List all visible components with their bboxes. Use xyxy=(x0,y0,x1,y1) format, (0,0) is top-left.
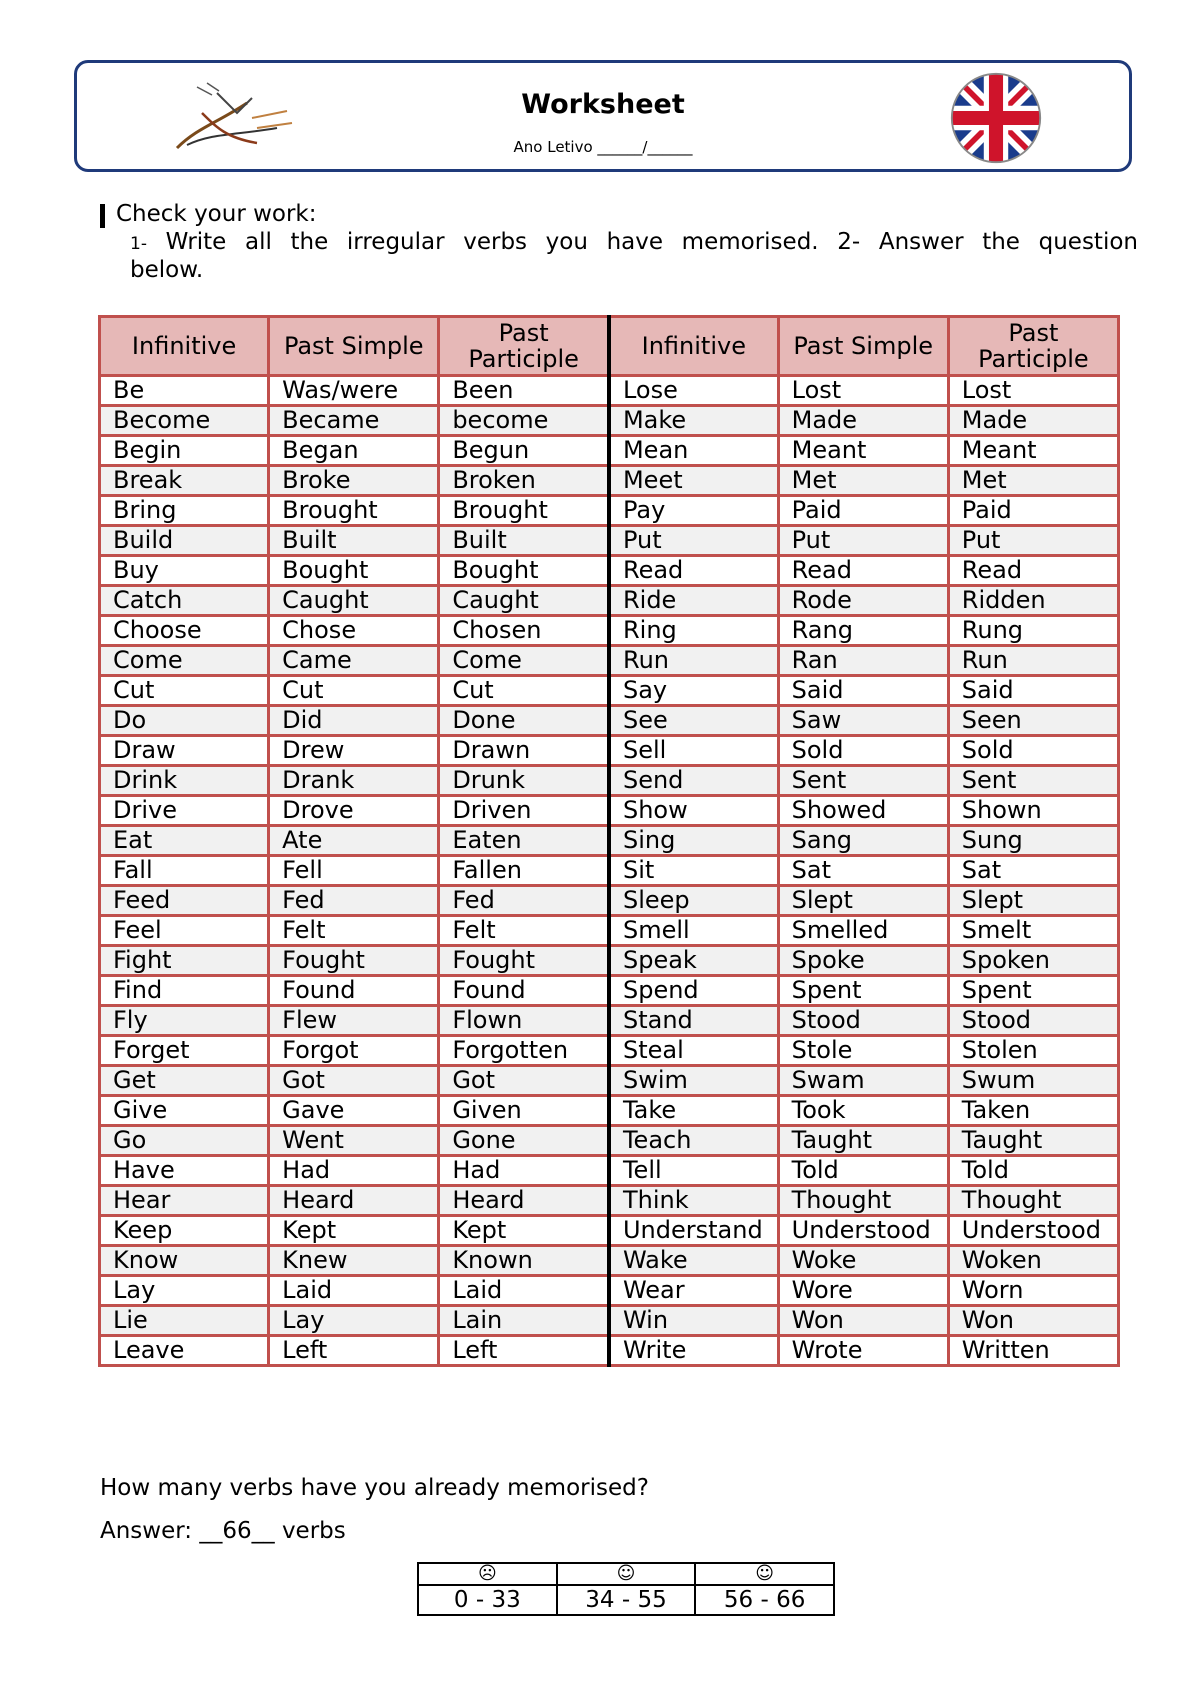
cell-past-participle: Sung xyxy=(948,826,1118,856)
cell-infinitive: Sit xyxy=(609,856,778,886)
cell-infinitive: Write xyxy=(609,1336,778,1366)
cell-past-simple: Wrote xyxy=(778,1336,948,1366)
cell-infinitive: Run xyxy=(609,646,778,676)
score-scale-table xyxy=(417,1562,835,1616)
cell-past-participle: Caught xyxy=(439,586,609,616)
cell-past-simple: Gave xyxy=(269,1096,439,1126)
cell-infinitive: Stand xyxy=(609,1006,778,1036)
cell-past-participle: Lain xyxy=(439,1306,609,1336)
question-text: How many verbs have you already memorised? xyxy=(100,1475,649,1501)
cell-infinitive: Give xyxy=(100,1096,269,1126)
cell-past-simple: Built xyxy=(269,526,439,556)
answer-text: Answer: __66__ verbs xyxy=(100,1518,346,1544)
cell-past-participle: Met xyxy=(948,466,1118,496)
cell-past-simple: Stole xyxy=(778,1036,948,1066)
cell-past-participle: Laid xyxy=(439,1276,609,1306)
cell-infinitive: Begin xyxy=(100,436,269,466)
cell-past-simple: Made xyxy=(778,406,948,436)
table-row xyxy=(100,1306,1119,1336)
cell-past-participle: Fallen xyxy=(439,856,609,886)
cell-infinitive: Become xyxy=(100,406,269,436)
cell-infinitive: Swim xyxy=(609,1066,778,1096)
cell-infinitive: Do xyxy=(100,706,269,736)
score-faces-row xyxy=(418,1563,834,1585)
sad-face-icon: ☹ xyxy=(418,1563,557,1585)
cell-infinitive: Break xyxy=(100,466,269,496)
cell-past-simple: Got xyxy=(269,1066,439,1096)
cell-infinitive: Hear xyxy=(100,1186,269,1216)
table-row xyxy=(100,1036,1119,1066)
table-row xyxy=(100,496,1119,526)
table-row xyxy=(100,526,1119,556)
cell-infinitive: Find xyxy=(100,976,269,1006)
cell-past-simple: Caught xyxy=(269,586,439,616)
cell-past-simple: Won xyxy=(778,1306,948,1336)
table-row xyxy=(100,976,1119,1006)
cell-past-simple: Fought xyxy=(269,946,439,976)
cell-past-simple: Showed xyxy=(778,796,948,826)
cell-infinitive: Buy xyxy=(100,556,269,586)
item-2-text: 2- Answer the question xyxy=(837,229,1138,255)
table-row xyxy=(100,466,1119,496)
table-row xyxy=(100,886,1119,916)
cell-infinitive: Mean xyxy=(609,436,778,466)
cell-past-participle: Gone xyxy=(439,1126,609,1156)
cell-past-simple: Found xyxy=(269,976,439,1006)
table-row xyxy=(100,1066,1119,1096)
cell-infinitive: Make xyxy=(609,406,778,436)
table-row xyxy=(100,556,1119,586)
table-row xyxy=(100,1246,1119,1276)
cell-past-simple: Bought xyxy=(269,556,439,586)
cell-infinitive: Build xyxy=(100,526,269,556)
cell-past-simple: Rode xyxy=(778,586,948,616)
cell-past-participle: Written xyxy=(948,1336,1118,1366)
cell-infinitive: Lie xyxy=(100,1306,269,1336)
cell-past-simple: Laid xyxy=(269,1276,439,1306)
table-row xyxy=(100,1156,1119,1186)
cell-past-simple: Ate xyxy=(269,826,439,856)
cell-past-participle: Eaten xyxy=(439,826,609,856)
cell-past-participle: Bought xyxy=(439,556,609,586)
cell-infinitive: Choose xyxy=(100,616,269,646)
cell-past-participle: Known xyxy=(439,1246,609,1276)
table-row xyxy=(100,916,1119,946)
cell-past-simple: Cut xyxy=(269,676,439,706)
cell-infinitive: Take xyxy=(609,1096,778,1126)
cell-infinitive: Speak xyxy=(609,946,778,976)
cell-past-simple: Kept xyxy=(269,1216,439,1246)
cell-past-participle: Told xyxy=(948,1156,1118,1186)
cell-past-participle: Stolen xyxy=(948,1036,1118,1066)
cell-past-participle: Heard xyxy=(439,1186,609,1216)
cell-past-participle: Brought xyxy=(439,496,609,526)
cell-past-simple: Forgot xyxy=(269,1036,439,1066)
cell-past-participle: Woken xyxy=(948,1246,1118,1276)
table-row xyxy=(100,616,1119,646)
cell-infinitive: Fly xyxy=(100,1006,269,1036)
cell-past-participle: Won xyxy=(948,1306,1118,1336)
cell-past-participle: Felt xyxy=(439,916,609,946)
cell-infinitive: Send xyxy=(609,766,778,796)
cell-infinitive: Pay xyxy=(609,496,778,526)
cell-past-simple: Spoke xyxy=(778,946,948,976)
irregular-verbs-table xyxy=(98,315,1120,1367)
cell-infinitive: Bring xyxy=(100,496,269,526)
cell-past-simple: Fed xyxy=(269,886,439,916)
cell-infinitive: Be xyxy=(100,376,269,406)
cell-infinitive: Say xyxy=(609,676,778,706)
cell-past-simple: Put xyxy=(778,526,948,556)
cell-past-simple: Was/were xyxy=(269,376,439,406)
table-row xyxy=(100,706,1119,736)
cell-past-simple: Taught xyxy=(778,1126,948,1156)
neutral-face-icon: ☺ xyxy=(557,1563,696,1585)
cell-past-simple: Sat xyxy=(778,856,948,886)
cell-infinitive: Keep xyxy=(100,1216,269,1246)
cell-past-participle: Paid xyxy=(948,496,1118,526)
cell-past-simple: Said xyxy=(778,676,948,706)
cell-past-simple: Became xyxy=(269,406,439,436)
header-infinitive: Infinitive xyxy=(100,317,269,376)
header-frame xyxy=(74,60,1132,172)
cell-past-participle: Said xyxy=(948,676,1118,706)
cell-infinitive: Wear xyxy=(609,1276,778,1306)
cell-past-simple: Lost xyxy=(778,376,948,406)
cell-past-participle: Broken xyxy=(439,466,609,496)
cell-past-simple: Swam xyxy=(778,1066,948,1096)
school-year-field: Ano Letivo ______/______ xyxy=(513,138,693,156)
table-row xyxy=(100,1216,1119,1246)
cell-past-participle: Put xyxy=(948,526,1118,556)
cell-infinitive: See xyxy=(609,706,778,736)
cell-past-simple: Ran xyxy=(778,646,948,676)
score-ranges-row xyxy=(418,1585,834,1615)
cell-infinitive: Lose xyxy=(609,376,778,406)
cell-past-participle: Forgotten xyxy=(439,1036,609,1066)
cell-infinitive: Read xyxy=(609,556,778,586)
cell-infinitive: Leave xyxy=(100,1336,269,1366)
cell-past-simple: Knew xyxy=(269,1246,439,1276)
cell-past-participle: Swum xyxy=(948,1066,1118,1096)
cell-infinitive: Smell xyxy=(609,916,778,946)
cell-infinitive: Win xyxy=(609,1306,778,1336)
cell-infinitive: Feed xyxy=(100,886,269,916)
cell-past-simple: Sold xyxy=(778,736,948,766)
cell-past-participle: Spoken xyxy=(948,946,1118,976)
cell-past-participle: Worn xyxy=(948,1276,1118,1306)
cell-infinitive: Lay xyxy=(100,1276,269,1306)
cell-past-participle: Read xyxy=(948,556,1118,586)
cell-past-participle: Sent xyxy=(948,766,1118,796)
cell-infinitive: Forget xyxy=(100,1036,269,1066)
cell-past-participle: Ridden xyxy=(948,586,1118,616)
cell-past-participle: Found xyxy=(439,976,609,1006)
cell-past-simple: Lay xyxy=(269,1306,439,1336)
cell-past-simple: Met xyxy=(778,466,948,496)
cell-infinitive: Wake xyxy=(609,1246,778,1276)
cell-past-participle: Rung xyxy=(948,616,1118,646)
cell-infinitive: Meet xyxy=(609,466,778,496)
cell-past-simple: Slept xyxy=(778,886,948,916)
cell-past-simple: Wore xyxy=(778,1276,948,1306)
cell-infinitive: Fight xyxy=(100,946,269,976)
item-1-text: Write all the irregular verbs you have memorised. xyxy=(165,229,819,255)
cell-infinitive: Steal xyxy=(609,1036,778,1066)
header-past-participle: Past Participle xyxy=(439,317,609,376)
cell-past-simple: Fell xyxy=(269,856,439,886)
cell-past-participle: Fought xyxy=(439,946,609,976)
cell-past-simple: Paid xyxy=(778,496,948,526)
cell-past-simple: Stood xyxy=(778,1006,948,1036)
table-row xyxy=(100,406,1119,436)
cell-infinitive: Sleep xyxy=(609,886,778,916)
cell-infinitive: Eat xyxy=(100,826,269,856)
cell-past-participle: Chosen xyxy=(439,616,609,646)
cell-past-simple: Felt xyxy=(269,916,439,946)
cell-past-simple: Broke xyxy=(269,466,439,496)
cell-infinitive: Know xyxy=(100,1246,269,1276)
cell-infinitive: Drive xyxy=(100,796,269,826)
cell-past-participle: Cut xyxy=(439,676,609,706)
cell-past-simple: Drank xyxy=(269,766,439,796)
cell-infinitive: Have xyxy=(100,1156,269,1186)
cell-infinitive: Come xyxy=(100,646,269,676)
table-row xyxy=(100,856,1119,886)
instructions-items xyxy=(130,228,1138,258)
table-row xyxy=(100,586,1119,616)
cell-past-participle: Understood xyxy=(948,1216,1118,1246)
cell-past-participle: Been xyxy=(439,376,609,406)
cell-past-simple: Brought xyxy=(269,496,439,526)
table-row xyxy=(100,436,1119,466)
cell-infinitive: Ride xyxy=(609,586,778,616)
cell-past-simple: Had xyxy=(269,1156,439,1186)
cell-past-simple: Drew xyxy=(269,736,439,766)
happy-face-icon: ☺ xyxy=(695,1563,834,1585)
cell-past-simple: Thought xyxy=(778,1186,948,1216)
cell-past-simple: Drove xyxy=(269,796,439,826)
cell-past-participle: Begun xyxy=(439,436,609,466)
table-row xyxy=(100,646,1119,676)
cell-infinitive: Drink xyxy=(100,766,269,796)
score-range: 0 - 33 xyxy=(418,1585,557,1615)
cell-past-simple: Spent xyxy=(778,976,948,1006)
cell-infinitive: Spend xyxy=(609,976,778,1006)
cell-past-participle: Seen xyxy=(948,706,1118,736)
cell-past-simple: Came xyxy=(269,646,439,676)
cell-infinitive: Fall xyxy=(100,856,269,886)
cell-past-participle: Taken xyxy=(948,1096,1118,1126)
cell-infinitive: Catch xyxy=(100,586,269,616)
cell-infinitive: Understand xyxy=(609,1216,778,1246)
cell-past-participle: Sold xyxy=(948,736,1118,766)
score-range: 56 - 66 xyxy=(695,1585,834,1615)
table-row xyxy=(100,766,1119,796)
cell-past-participle: Flown xyxy=(439,1006,609,1036)
cell-past-participle: Fed xyxy=(439,886,609,916)
cell-past-simple: Smelled xyxy=(778,916,948,946)
cell-past-participle: Lost xyxy=(948,376,1118,406)
table-row xyxy=(100,676,1119,706)
cell-past-participle: Meant xyxy=(948,436,1118,466)
table-row xyxy=(100,946,1119,976)
cell-past-simple: Read xyxy=(778,556,948,586)
cell-past-participle: Left xyxy=(439,1336,609,1366)
item-2-continuation: below. xyxy=(130,257,204,283)
cell-infinitive: Sing xyxy=(609,826,778,856)
cell-past-participle: Had xyxy=(439,1156,609,1186)
cell-past-simple: Sent xyxy=(778,766,948,796)
header-past-simple: Past Simple xyxy=(778,317,948,376)
cell-infinitive: Feel xyxy=(100,916,269,946)
cell-past-simple: Began xyxy=(269,436,439,466)
cell-past-simple: Went xyxy=(269,1126,439,1156)
cell-infinitive: Sell xyxy=(609,736,778,766)
cell-past-participle: Drawn xyxy=(439,736,609,766)
cell-past-participle: Given xyxy=(439,1096,609,1126)
cell-past-participle: Stood xyxy=(948,1006,1118,1036)
cell-past-participle: Made xyxy=(948,406,1118,436)
instructions-title: Check your work: xyxy=(116,201,317,227)
cell-past-simple: Saw xyxy=(778,706,948,736)
cell-past-simple: Woke xyxy=(778,1246,948,1276)
cell-past-simple: Meant xyxy=(778,436,948,466)
cell-past-simple: Heard xyxy=(269,1186,439,1216)
cell-past-participle: Run xyxy=(948,646,1118,676)
cell-past-participle: Thought xyxy=(948,1186,1118,1216)
cell-past-participle: Smelt xyxy=(948,916,1118,946)
cell-past-participle: Sat xyxy=(948,856,1118,886)
table-row xyxy=(100,736,1119,766)
header-infinitive: Infinitive xyxy=(609,317,778,376)
cell-infinitive: Get xyxy=(100,1066,269,1096)
uk-flag-icon xyxy=(949,71,1043,165)
cell-past-simple: Sang xyxy=(778,826,948,856)
cell-past-participle: Driven xyxy=(439,796,609,826)
cell-past-participle: Taught xyxy=(948,1126,1118,1156)
cell-past-participle: Done xyxy=(439,706,609,736)
cell-past-participle: Slept xyxy=(948,886,1118,916)
cell-past-participle: Got xyxy=(439,1066,609,1096)
cell-past-participle: Kept xyxy=(439,1216,609,1246)
cell-past-simple: Understood xyxy=(778,1216,948,1246)
cell-past-participle: Built xyxy=(439,526,609,556)
header-past-simple: Past Simple xyxy=(269,317,439,376)
cell-past-simple: Rang xyxy=(778,616,948,646)
table-row xyxy=(100,826,1119,856)
cell-past-participle: become xyxy=(439,406,609,436)
table-row xyxy=(100,1126,1119,1156)
cell-infinitive: Cut xyxy=(100,676,269,706)
cell-past-participle: Drunk xyxy=(439,766,609,796)
cell-past-participle: Shown xyxy=(948,796,1118,826)
cell-past-simple: Took xyxy=(778,1096,948,1126)
cell-past-simple: Told xyxy=(778,1156,948,1186)
cell-past-participle: Come xyxy=(439,646,609,676)
cell-infinitive: Teach xyxy=(609,1126,778,1156)
table-row xyxy=(100,376,1119,406)
item-1-number: 1- xyxy=(130,234,147,254)
table-row xyxy=(100,1006,1119,1036)
table-row xyxy=(100,1186,1119,1216)
score-range: 34 - 55 xyxy=(557,1585,696,1615)
cell-infinitive: Tell xyxy=(609,1156,778,1186)
cell-infinitive: Go xyxy=(100,1126,269,1156)
cell-infinitive: Show xyxy=(609,796,778,826)
cell-past-simple: Left xyxy=(269,1336,439,1366)
cell-past-simple: Chose xyxy=(269,616,439,646)
table-row xyxy=(100,1336,1119,1366)
cell-infinitive: Put xyxy=(609,526,778,556)
cell-past-simple: Did xyxy=(269,706,439,736)
table-row xyxy=(100,796,1119,826)
cell-infinitive: Think xyxy=(609,1186,778,1216)
cell-past-participle: Spent xyxy=(948,976,1118,1006)
instructions-marker xyxy=(100,204,105,228)
table-row xyxy=(100,1096,1119,1126)
header-past-participle: Past Participle xyxy=(948,317,1118,376)
cell-infinitive: Draw xyxy=(100,736,269,766)
table-row xyxy=(100,1276,1119,1306)
cell-infinitive: Ring xyxy=(609,616,778,646)
table-header-row xyxy=(100,317,1119,376)
worksheet-title: Worksheet xyxy=(521,89,685,120)
cell-past-simple: Flew xyxy=(269,1006,439,1036)
